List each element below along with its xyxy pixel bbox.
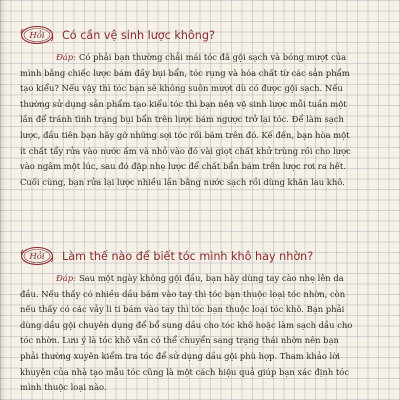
qa-section-2 (20, 245, 376, 396)
answer-line: lược, đầu tiên bạn hãy gỡ những sợi tóc rối bám trên đó. Kế đến, bạn hòa một (20, 129, 350, 140)
question-badge-icon (20, 246, 54, 266)
answer-line: mình bằng chiếc lược bám đầy bụi bẩn, tóc rụng và hóa chất từ các sản phẩm (20, 67, 350, 78)
answer-label: Đáp: (56, 52, 76, 62)
answer-text (20, 50, 376, 190)
answer-line: tóc nhờn. Lưu ý là tóc khô vẫn có thể chuyển sang trạng thái nhờn nên bạn (20, 335, 339, 346)
answer-line: khuyên của nhà tạo mẫu tóc cũng là một cách hiệu quả giúp bạn xác định tóc (20, 366, 350, 377)
question-header (20, 24, 376, 46)
answer-line: đầu. Nếu thấy có nhiều dầu bám vào tay thì tóc bạn thuộc loại tóc nhờn, còn (20, 288, 346, 299)
answer-line: Đáp: Có phải bạn thường chải mái tóc đã gội sạch và bóng mượt của (56, 52, 347, 62)
answer-line: dùng dầu gội chuyên dụng để bổ sung dầu cho tóc khô hoặc làm sạch dầu cho (20, 319, 353, 330)
answer-text (20, 271, 376, 396)
answer-line: thường sử dụng sản phẩm tạo kiểu tóc thì bạn nên vệ sinh lược mỗi tuần một (20, 98, 347, 109)
question-header (20, 245, 376, 267)
answer-line: lần để tránh tình trạng bụi bẩn trên lược bám ngược trở lại tóc. Để làm sạch (20, 114, 344, 125)
answer-line: tạo kiểu? Nếu vậy thì tóc bạn sẽ không suôn mượt dù có được gội sạch. Nếu (20, 83, 343, 94)
qa-section-1 (20, 24, 376, 190)
answer-line: phải thường xuyên kiểm tra tóc để sử dụng dầu gội phù hợp. Tham khảo lời (20, 350, 340, 361)
badge-label: Hỏi (29, 252, 45, 262)
answer-line: Đáp: Sau một ngày không gội đầu, bạn hãy dùng tay cào nhẹ lên da (56, 273, 344, 283)
answer-line: nếu thấy có các vảy li ti bám vào tay thì tóc bạn thuộc loại tóc khô. Bạn phải (20, 304, 345, 315)
answer-line: Cuối cùng, bạn rửa lại lược nhiều lần bằng nước sạch rồi dùng khăn lau khô. (20, 176, 345, 187)
question-text: Làm thế nào để biết tóc mình khô hay nhờn? (62, 249, 314, 263)
badge-label: Hỏi (29, 31, 45, 41)
page-spine-shadow (0, 0, 6, 400)
answer-line: ít chất tẩy rửa vào nước ấm và nhỏ vào đó vài giọt chất khử trùng rồi cho lược (20, 145, 351, 156)
question-text: Có cần vệ sinh lược không? (62, 28, 215, 42)
answer-label: Đáp: (56, 273, 76, 283)
question-badge-icon (20, 25, 54, 45)
answer-line: vào ngâm một lúc, sau đó đập nhẹ lược để chất bẩn bám trên lược rơi ra hết. (20, 161, 346, 172)
answer-line: mình thuộc loại nào. (20, 382, 107, 393)
